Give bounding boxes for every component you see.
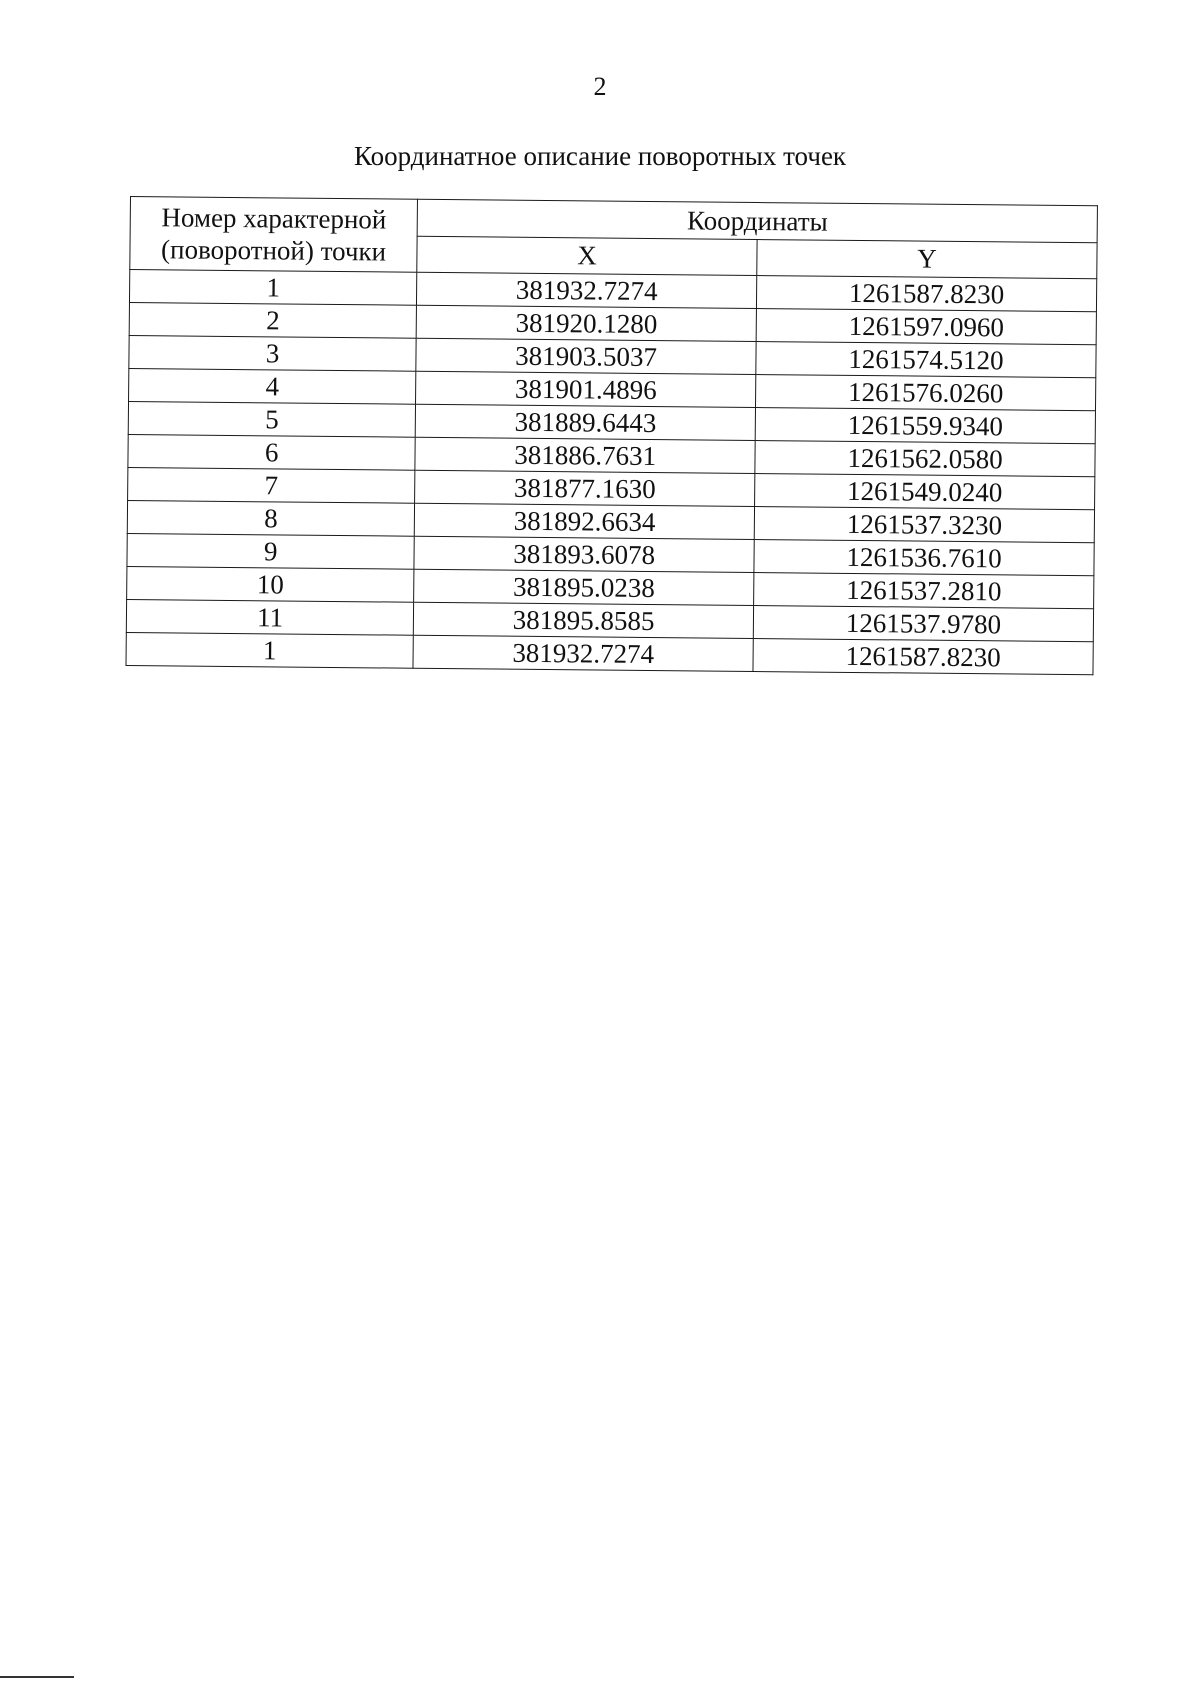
point-number-cell: 2 <box>129 302 417 338</box>
x-coordinate-cell: 381920.1280 <box>416 305 756 341</box>
y-coordinate-cell: 1261597.0960 <box>756 309 1096 345</box>
point-number-cell: 6 <box>128 434 416 470</box>
point-number-cell: 9 <box>127 533 415 569</box>
table-header-row <box>130 197 1097 243</box>
scan-edge-mark <box>0 1676 74 1678</box>
header-point-number <box>130 197 418 273</box>
y-coordinate-cell: 1261537.2810 <box>754 573 1094 609</box>
point-number-cell: 8 <box>127 500 415 536</box>
header-point-line2: (поворотной) точки <box>160 234 387 267</box>
point-number-cell: 4 <box>129 368 417 404</box>
x-coordinate-cell: 381893.6078 <box>414 536 754 572</box>
x-coordinate-cell: 381895.8585 <box>414 602 754 638</box>
point-number-cell: 3 <box>129 335 417 371</box>
y-coordinate-cell: 1261537.9780 <box>753 606 1093 642</box>
document-title: Координатное описание поворотных точек <box>353 141 847 171</box>
y-coordinate-cell: 1261562.0580 <box>755 441 1095 477</box>
point-number-cell: 7 <box>128 467 416 503</box>
page-number: 2 <box>593 72 607 101</box>
point-number-cell: 1 <box>126 632 414 668</box>
x-coordinate-cell: 381901.4896 <box>416 371 756 407</box>
header-coordinates: Координаты <box>417 199 1097 243</box>
header-x: X <box>417 236 757 275</box>
y-coordinate-cell: 1261576.0260 <box>756 375 1096 411</box>
y-coordinate-cell: 1261559.9340 <box>755 408 1095 444</box>
x-coordinate-cell: 381932.7274 <box>413 635 753 671</box>
point-number-cell: 11 <box>126 599 414 635</box>
x-coordinate-cell: 381886.7631 <box>415 437 755 473</box>
header-point-line1: Номер характерной <box>161 202 387 235</box>
coordinates-table <box>125 196 1097 675</box>
point-number-cell: 5 <box>128 401 416 437</box>
header-y: Y <box>757 240 1097 279</box>
x-coordinate-cell: 381895.0238 <box>414 569 754 605</box>
point-number-cell: 1 <box>129 270 417 306</box>
x-coordinate-cell: 381877.1630 <box>415 470 755 506</box>
table-body <box>126 270 1097 675</box>
x-coordinate-cell: 381889.6443 <box>415 404 755 440</box>
x-coordinate-cell: 381892.6634 <box>414 503 754 539</box>
y-coordinate-cell: 1261587.8230 <box>753 639 1093 675</box>
y-coordinate-cell: 1261537.3230 <box>754 507 1094 543</box>
point-number-cell: 10 <box>127 566 415 602</box>
y-coordinate-cell: 1261587.8230 <box>757 276 1097 312</box>
x-coordinate-cell: 381903.5037 <box>416 338 756 374</box>
y-coordinate-cell: 1261574.5120 <box>756 342 1096 378</box>
y-coordinate-cell: 1261536.7610 <box>754 540 1094 576</box>
x-coordinate-cell: 381932.7274 <box>417 272 757 308</box>
y-coordinate-cell: 1261549.0240 <box>755 474 1095 510</box>
